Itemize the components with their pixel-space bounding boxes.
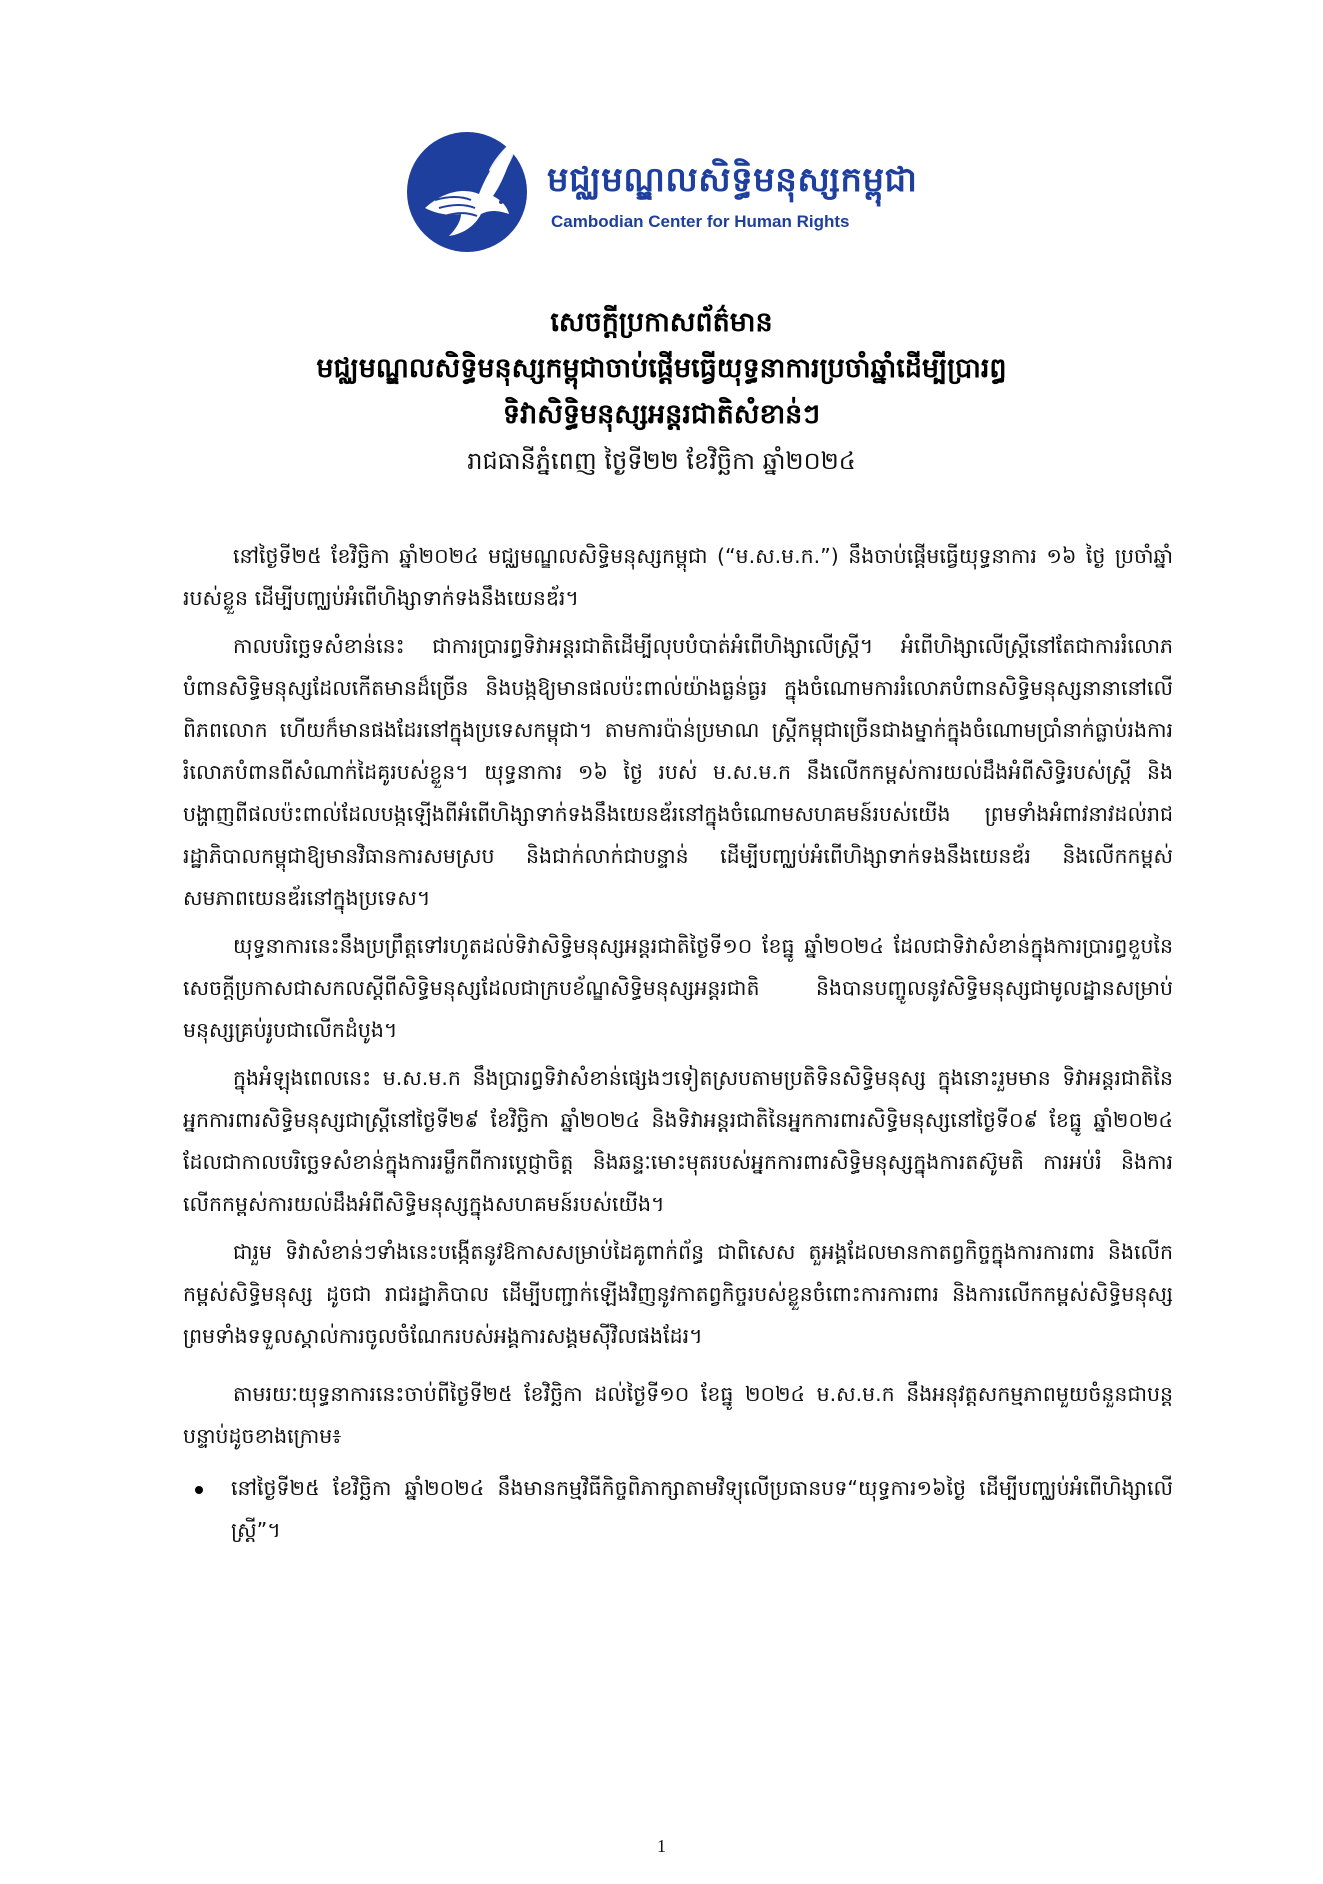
paragraph: កាលបរិច្ឆេទសំខាន់នេះ ជាការប្រារព្ធទិវាអន្តរជាតិដើម្បីលុបបំបាត់អំពើហិង្សាលើស្ត្រី។ អំពើហិង្សាលើស្ត្រីនៅតែជាការរំលោភបំពានសិទ្ធិមនុស្សដែលកើតមានដ៏ច្រើន និងបង្កឱ្យមានផលប៉ះពាល់យ៉ាងធ្ងន់ធ្ងរ ក្នុងចំណោមការរំលោភបំពានសិទ្ធិមនុស្សនានានៅលើពិភពលោក ហើយក៏មានផងដែរនៅក្នុងប្រទេសកម្ពុជា។ តាមការប៉ាន់ប្រមាណ ស្ត្រីកម្ពុជាច្រើនជាងម្នាក់ក្នុងចំណោមប្រាំនាក់ធ្លាប់រងការរំលោភបំពានពីសំណាក់ដៃគូរបស់ខ្លួន។ យុទ្ធនាការ ១៦ ថ្ងៃ របស់ ម.ស.ម.ក នឹងលើកកម្ពស់ការយល់ដឹងអំពីសិទ្ធិរបស់ស្ត្រី និងបង្ហាញពីផលប៉ះពាល់ដែលបង្កឡើងពីអំពើហិង្សាទាក់ទងនឹងយេនឌ័រនៅក្នុងចំណោមសហគមន៍របស់យើង ព្រមទាំងអំពាវនាវដល់រាជរដ្ឋាភិបាលកម្ពុជាឱ្យមានវិធានការសមស្រប និងជាក់លាក់ជាបន្ទាន់ ដើម្បីបញ្ឈប់អំពើហិង្សាទាក់ទងនឹងយេនឌ័រ និងលើកកម្ពស់សមភាពយេនឌ័រនៅក្នុងប្រទេស។ (183, 634, 1173, 910)
press-release-heading (180, 300, 1143, 484)
dateline: រាជធានីភ្នំពេញ ថ្ងៃទី២២ ខែវិច្ឆិកា ឆ្នាំ២០២៤ (467, 447, 856, 475)
page-number: 1 (657, 1836, 666, 1856)
document-body (183, 535, 1173, 1551)
paragraph: យុទ្ធនាការនេះនឹងប្រព្រឹត្តទៅរហូតដល់ទិវាសិទ្ធិមនុស្សអន្តរជាតិថ្ងៃទី១០ ខែធ្នូ ឆ្នាំ២០២៤ ដែលជាទិវាសំខាន់ក្នុងការប្រារព្ធខួបនៃសេចក្តីប្រកាសជាសកលស្តីពីសិទ្ធិមនុស្សដែលជាក្របខ័ណ្ឌសិទ្ធិមនុស្សអន្តរជាតិ និងបានបញ្ចូលនូវសិទ្ធិមនុស្សជាមូលដ្ឋានសម្រាប់មនុស្សគ្រប់រូបជាលើកដំបូង។ (183, 934, 1173, 1042)
dove-logo-icon (405, 130, 529, 254)
document-title: សេចក្តីប្រកាសព័ត៌មាន (550, 307, 773, 338)
paragraph: ក្នុងអំឡុងពេលនេះ ម.ស.ម.ក នឹងប្រារព្ធទិវាសំខាន់ផ្សេងៗទៀតស្របតាមប្រតិទិនសិទ្ធិមនុស្ស ក្នុងនោះរួមមាន ទិវាអន្តរជាតិនៃអ្នកការពារសិទ្ធិមនុស្សជាស្ត្រីនៅថ្ងៃទី២៩ ខែវិច្ឆិកា ឆ្នាំ២០២៤ និងទិវាអន្តរជាតិនៃអ្នកការពារសិទ្ធិមនុស្សនៅថ្ងៃទី០៩ ខែធ្នូ ឆ្នាំ២០២៤ ដែលជាកាលបរិច្ឆេទសំខាន់ក្នុងការរម្លឹកពីការប្តេជ្ញាចិត្ត និងឆន្ទៈមោះមុតរបស់អ្នកការពារសិទ្ធិមនុស្សក្នុងការតស៊ូមតិ ការអប់រំ និងការលើកកម្ពស់ការយល់ដឹងអំពីសិទ្ធិមនុស្សក្នុងសហគមន៍របស់យើង។ (183, 1066, 1173, 1216)
organization-logo (405, 118, 918, 248)
paragraph: នៅថ្ងៃទី២៥ ខែវិច្ឆិកា ឆ្នាំ២០២៤ មជ្ឈមណ្ឌលសិទ្ធិមនុស្សកម្ពុជា (“ម.ស.ម.ក.”) នឹងចាប់ផ្តើមធ្វើយុទ្ធនាការ ១៦ ថ្ងៃ ប្រចាំឆ្នាំរបស់ខ្លួន ដើម្បីបញ្ឈប់អំពើហិង្សាទាក់ទងនឹងយេនឌ័រ។ (183, 544, 1173, 610)
organization-name-english: Cambodian Center for Human Rights (551, 212, 850, 231)
paragraph: តាមរយៈយុទ្ធនាការនេះចាប់ពីថ្ងៃទី២៥ ខែវិច្ឆិកា ដល់ថ្ងៃទី១០ ខែធ្នូ ២០២៤ ម.ស.ម.ក នឹងអនុវត្តសកម្មភាពមួយចំនួនជាបន្តបន្ទាប់ដូចខាងក្រោម៖ (183, 1382, 1173, 1448)
paragraph: ជារួម ទិវាសំខាន់ៗទាំងនេះបង្កើតនូវឱកាសសម្រាប់ដៃគូពាក់ព័ន្ធ ជាពិសេស តួអង្គដែលមានកាតព្វកិច្ចក្នុងការការពារ និងលើកកម្ពស់សិទ្ធិមនុស្ស ដូចជា រាជរដ្ឋាភិបាល ដើម្បីបញ្ជាក់ឡើងវិញនូវកាតព្វកិច្ចរបស់ខ្លួនចំពោះការការពារ និងការលើកកម្ពស់សិទ្ធិមនុស្ស ព្រមទាំងទទួលស្គាល់ការចូលចំណែករបស់អង្គការសង្គមស៊ីវិលផងដែរ។ (183, 1240, 1173, 1348)
document-subtitle-line-1: មជ្ឈមណ្ឌលសិទ្ធិមនុស្សកម្ពុជាចាប់ផ្តើមធ្វើយុទ្ធនាការប្រចាំឆ្នាំដើម្បីប្រារព្ធ (316, 353, 1007, 384)
list-item-text: នៅថ្ងៃទី២៥ ខែវិច្ឆិកា ឆ្នាំ២០២៤ នឹងមានកម្មវិធីកិច្ចពិភាក្សាតាមវិទ្យុលើប្រធានបទ“យុទ្ធការ១៦ថ្ងៃ ដើម្បីបញ្ឈប់អំពើហិង្សាលើស្ត្រី”។ (231, 1476, 1173, 1542)
bullet-icon (195, 1486, 203, 1494)
document-subtitle-line-2: ទិវាសិទ្ធិមនុស្សអន្តរជាតិសំខាន់ៗ (502, 399, 821, 430)
organization-name-khmer: មជ្ឈមណ្ឌលសិទ្ធិមនុស្សកម្ពុជា (547, 160, 918, 200)
list-item (195, 1467, 1173, 1551)
